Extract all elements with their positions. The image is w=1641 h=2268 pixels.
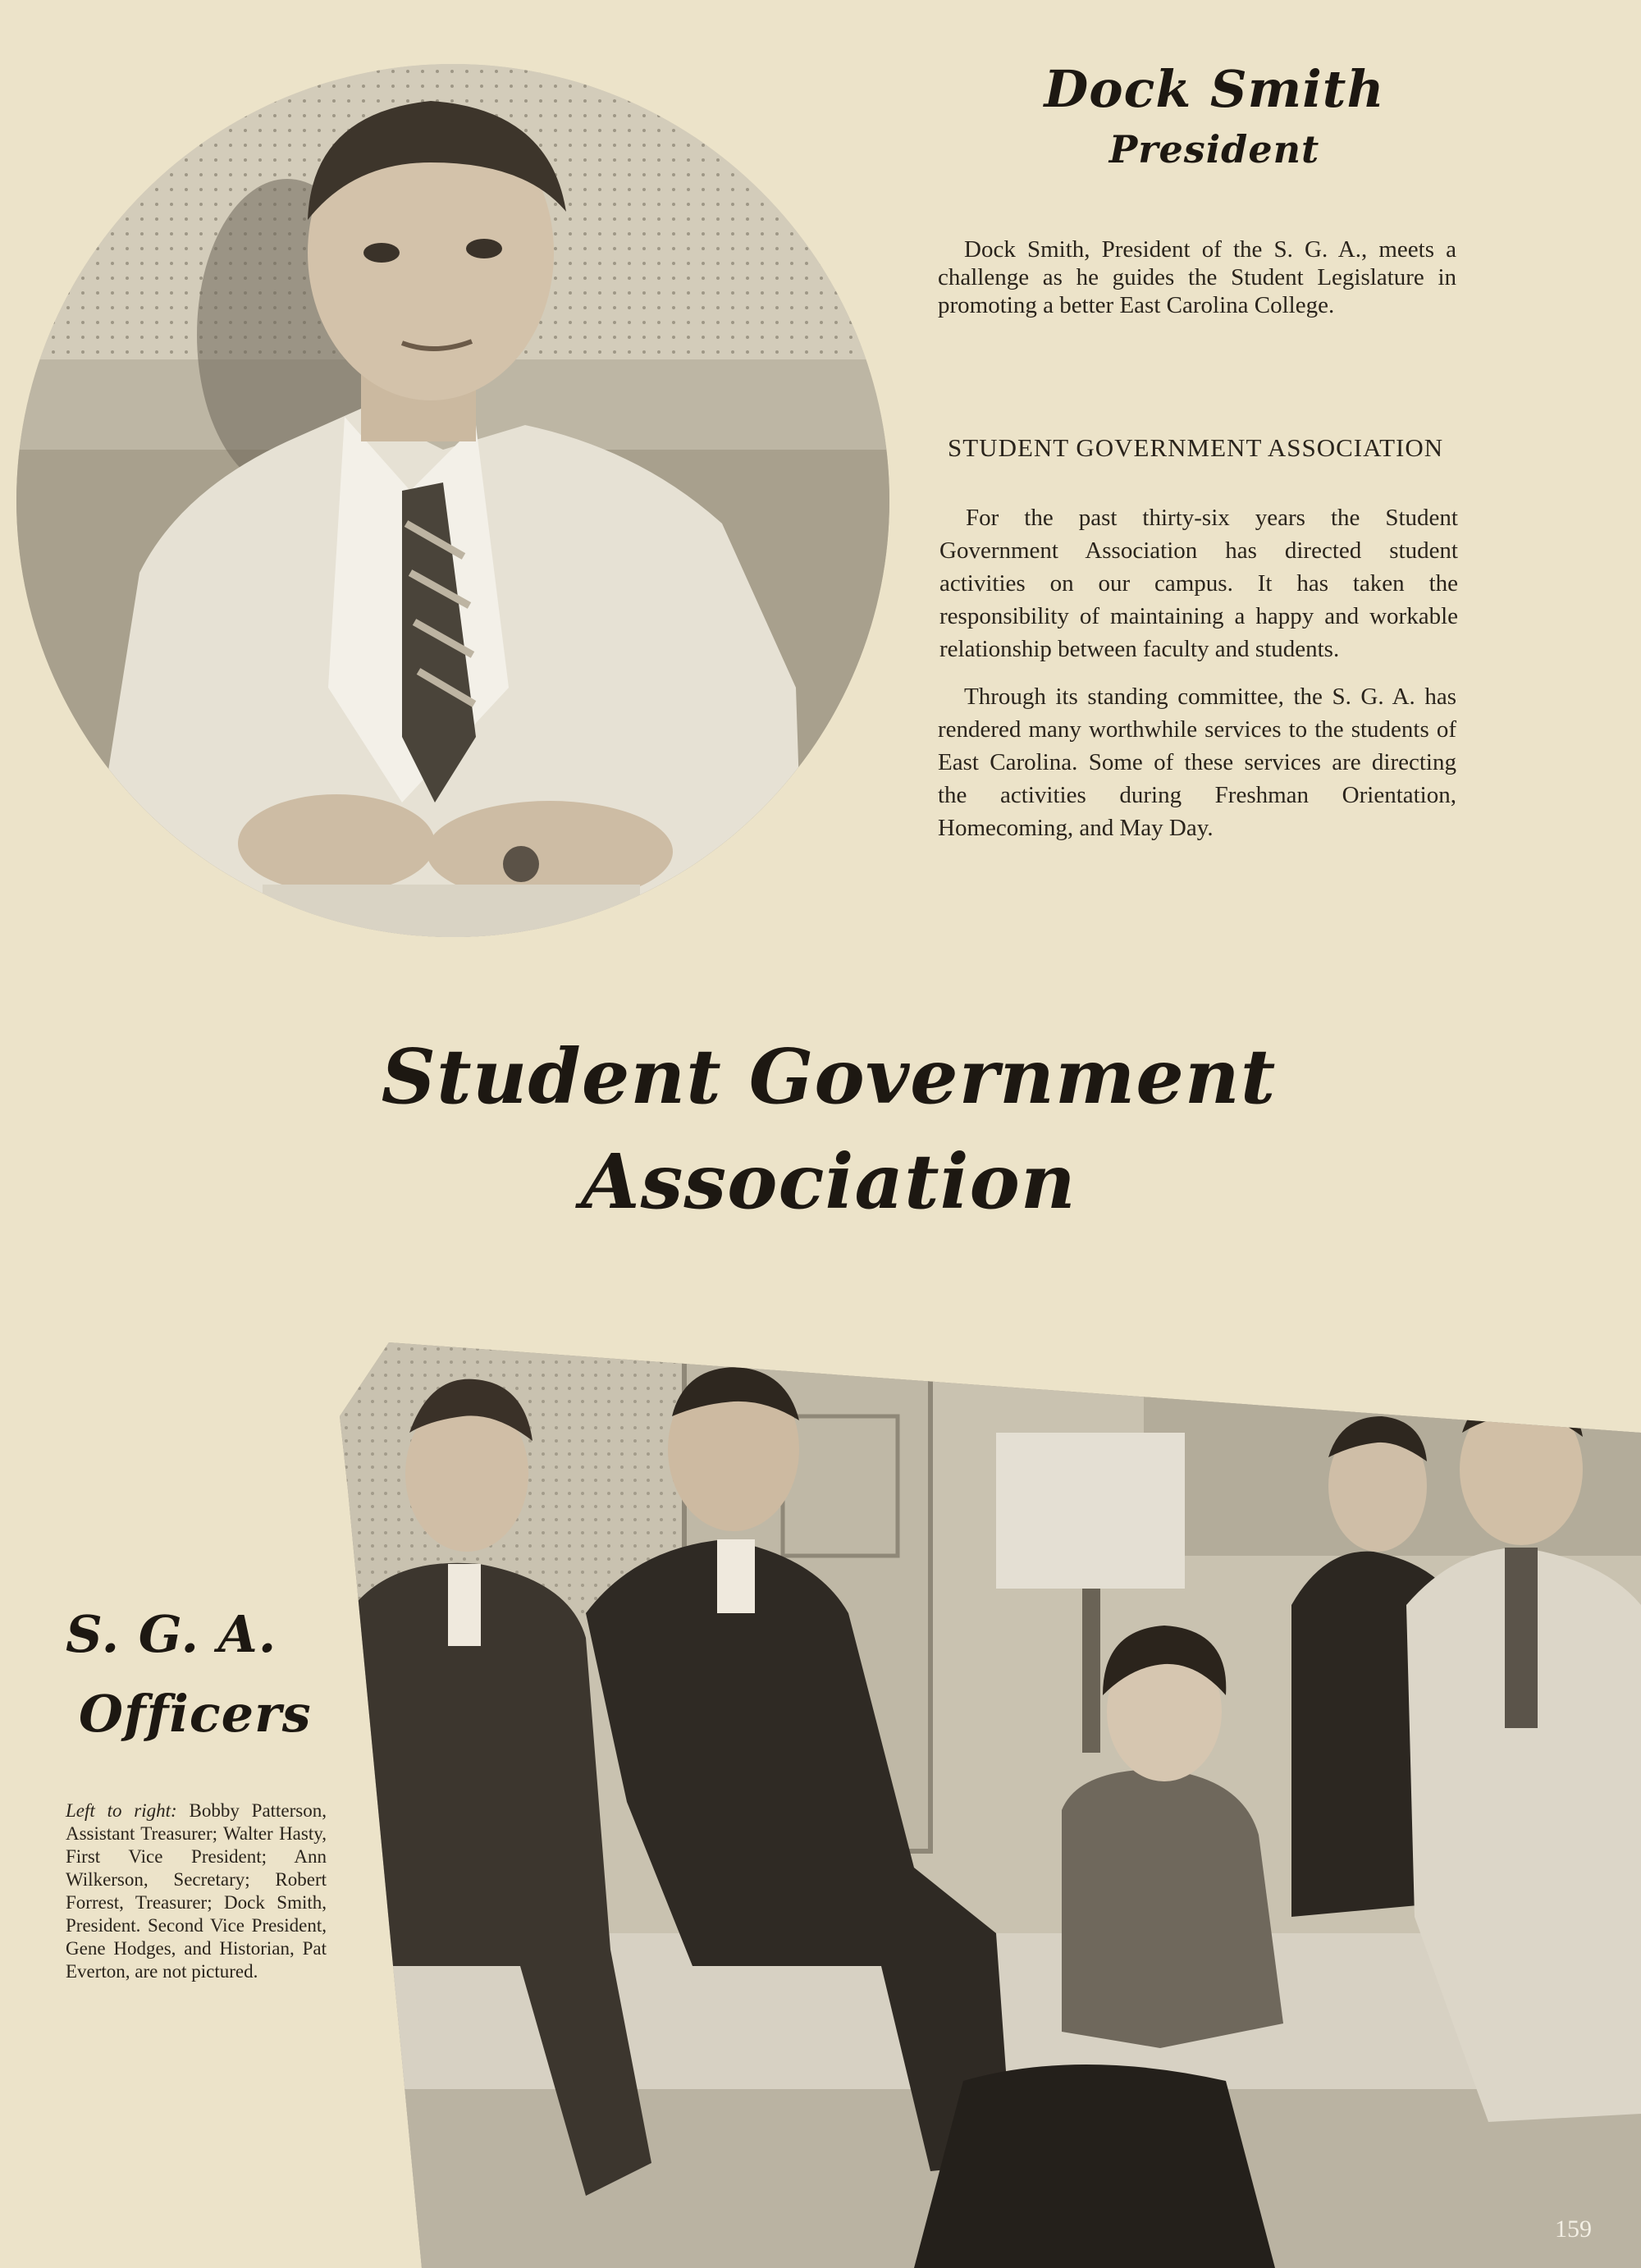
officers-group-photo — [340, 1342, 1641, 2268]
officers-caption-body: Bobby Patterson, Assistant Treasurer; Walter Hasty, First Vice President; Ann Wilkerson, Secretary; Robert Forrest, Treasurer; Dock Smith, President. Second Vice President, Gene Hodges, and Historian, Pat Everton, are not pictured. — [66, 1800, 327, 1982]
sga-section-heading: STUDENT GOVERNMENT ASSOCIATION — [948, 433, 1444, 462]
sga-paragraph-2: Through its standing committee, the S. G. A. has rendered many worthwhile services to the students of East Carolina. Some of these services are directing the activities during Freshman Orientation, Homecoming, and May Day. — [938, 684, 1456, 841]
sga-paragraph-1: For the past thirty-six years the Student Government Association has directed student activities on our campus. It has taken the responsibility of maintaining a happy and workable relationship between faculty and students. — [939, 505, 1458, 662]
president-portrait-photo — [16, 64, 889, 937]
officers-caption-lead: Left to right: — [66, 1800, 177, 1821]
president-name: Dock Smith — [1044, 59, 1385, 119]
president-caption: Dock Smith, President of the S. G. A., meets a challenge as he guides the Student Legislature in promoting a better East Carolina College. — [938, 236, 1456, 318]
page-title-line-1: Student Government — [381, 1032, 1277, 1121]
officers-caption — [66, 1799, 327, 1983]
officers-heading-line-2: Officers — [79, 1684, 312, 1744]
page-title-line-2: Association — [581, 1137, 1076, 1226]
president-title: President — [1108, 127, 1320, 171]
officers-heading-line-1: S. G. A. — [66, 1604, 277, 1664]
page-number: 159 — [1555, 2215, 1592, 2243]
